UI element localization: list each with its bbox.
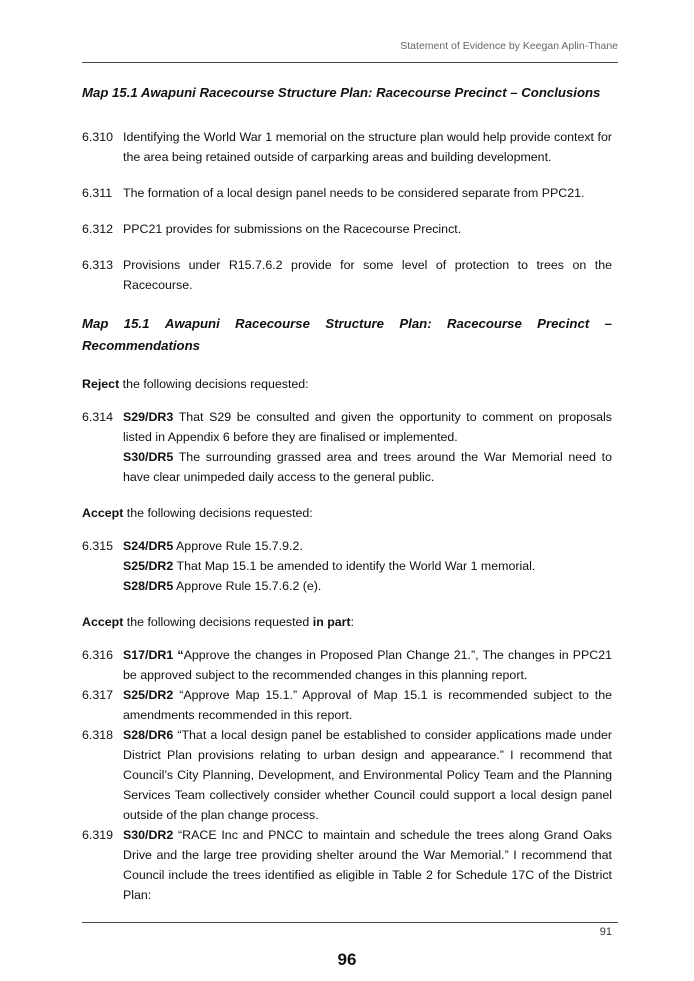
paragraph-number: 6.315 — [82, 539, 114, 553]
paragraph-number: 6.312 — [82, 222, 114, 236]
decision-item: S24/DR5 Approve Rule 15.7.9.2. — [123, 539, 303, 553]
paragraph-6-310 — [82, 127, 612, 167]
heading-word: Racecourse — [235, 316, 310, 331]
page-number: 91 — [599, 926, 612, 938]
decision-item: S25/DR2 That Map 15.1 be amended to identify the World War 1 memorial. — [123, 559, 536, 573]
heading-word: Awapuni — [164, 316, 220, 331]
paragraph-number: 6.318 — [82, 728, 114, 742]
paragraph-number: 6.314 — [82, 410, 114, 424]
heading-word: Racecourse — [447, 316, 522, 331]
decision-item: S30/DR5 The surrounding grassed area and trees around the War Memorial need to have clear unimpeded daily access to the general public. — [123, 450, 612, 484]
paragraph-6-311 — [82, 183, 612, 203]
heading-word: Structure — [325, 316, 384, 331]
paragraph-text: Provisions under R15.7.6.2 provide for some level of protection to trees on the Racecourse. — [123, 258, 612, 292]
header-rule — [82, 62, 618, 63]
heading-word: 15.1 — [123, 316, 150, 331]
document-body — [82, 82, 612, 905]
paragraph-number: 6.316 — [82, 648, 114, 662]
paragraph-6-319: 6.319 S30/DR2 “RACE Inc and PNCC to maintain and schedule the trees along Grand Oaks Drive and the large tree providing shelter around the War Memorial.” I recommend that Council include the trees identified as eligible in Table 2 for Schedule 17C of the District Plan: — [82, 825, 612, 905]
sheet-number: 96 — [337, 950, 357, 969]
paragraph-number: 6.311 — [82, 186, 113, 200]
running-header: Statement of Evidence by Keegan Aplin-Thane — [400, 40, 618, 52]
paragraph-text: The formation of a local design panel needs to be considered separate from PPC21. — [123, 186, 585, 200]
accept-lead: Accept the following decisions requested: — [82, 506, 313, 520]
paragraph-6-312 — [82, 219, 612, 239]
footer-rule — [82, 922, 618, 923]
accept-in-part-lead: Accept the following decisions requested in part: — [82, 615, 355, 629]
paragraph-number: 6.317 — [82, 688, 114, 702]
paragraph-number: 6.319 — [82, 828, 114, 842]
paragraph-text: Identifying the World War 1 memorial on the structure plan would help provide context for the area being retained outside of carparking areas and building development. — [123, 130, 612, 164]
paragraph-6-315 — [82, 536, 612, 596]
paragraph-6-313 — [82, 255, 612, 295]
heading-word: Map — [82, 316, 109, 331]
paragraph-6-318: 6.318 S28/DR6 “That a local design panel be established to consider applications made under District Plan provisions relating to urban design and appearance.” I recommend that Council’s City Planning, Development, and Environmental Policy Team and the Planning Services Team collectively consider whether Council could support a local design panel outside of the plan change process. — [82, 725, 612, 825]
heading-word: Precinct — [537, 316, 590, 331]
decision-item: S29/DR3 That S29 be consulted and given the opportunity to comment on proposals listed in Appendix 6 before they are finalised or implemented. — [123, 410, 612, 444]
paragraph-6-316: 6.316 S17/DR1 “Approve the changes in Proposed Plan Change 21.”, The changes in PPC21 be approved subject to the recommended changes in this planning report. — [82, 645, 612, 685]
paragraph-number: 6.310 — [82, 130, 114, 144]
paragraph-number: 6.313 — [82, 258, 114, 272]
heading-word: Plan: — [399, 316, 432, 331]
heading-line-2: Recommendations — [82, 338, 200, 353]
paragraph-6-317: 6.317 S25/DR2 “Approve Map 15.1.” Approval of Map 15.1 is recommended subject to the amendments recommended in this report. — [82, 685, 612, 725]
heading-recommendations — [82, 313, 612, 357]
reject-lead: Reject the following decisions requested: — [82, 377, 309, 391]
heading-word: – — [604, 316, 612, 331]
decision-item: S28/DR5 Approve Rule 15.7.6.2 (e). — [123, 579, 322, 593]
heading-conclusions: Map 15.1 Awapuni Racecourse Structure Plan: Racecourse Precinct – Conclusions — [82, 85, 601, 100]
paragraph-text: PPC21 provides for submissions on the Racecourse Precinct. — [123, 222, 462, 236]
paragraph-6-314 — [82, 407, 612, 487]
